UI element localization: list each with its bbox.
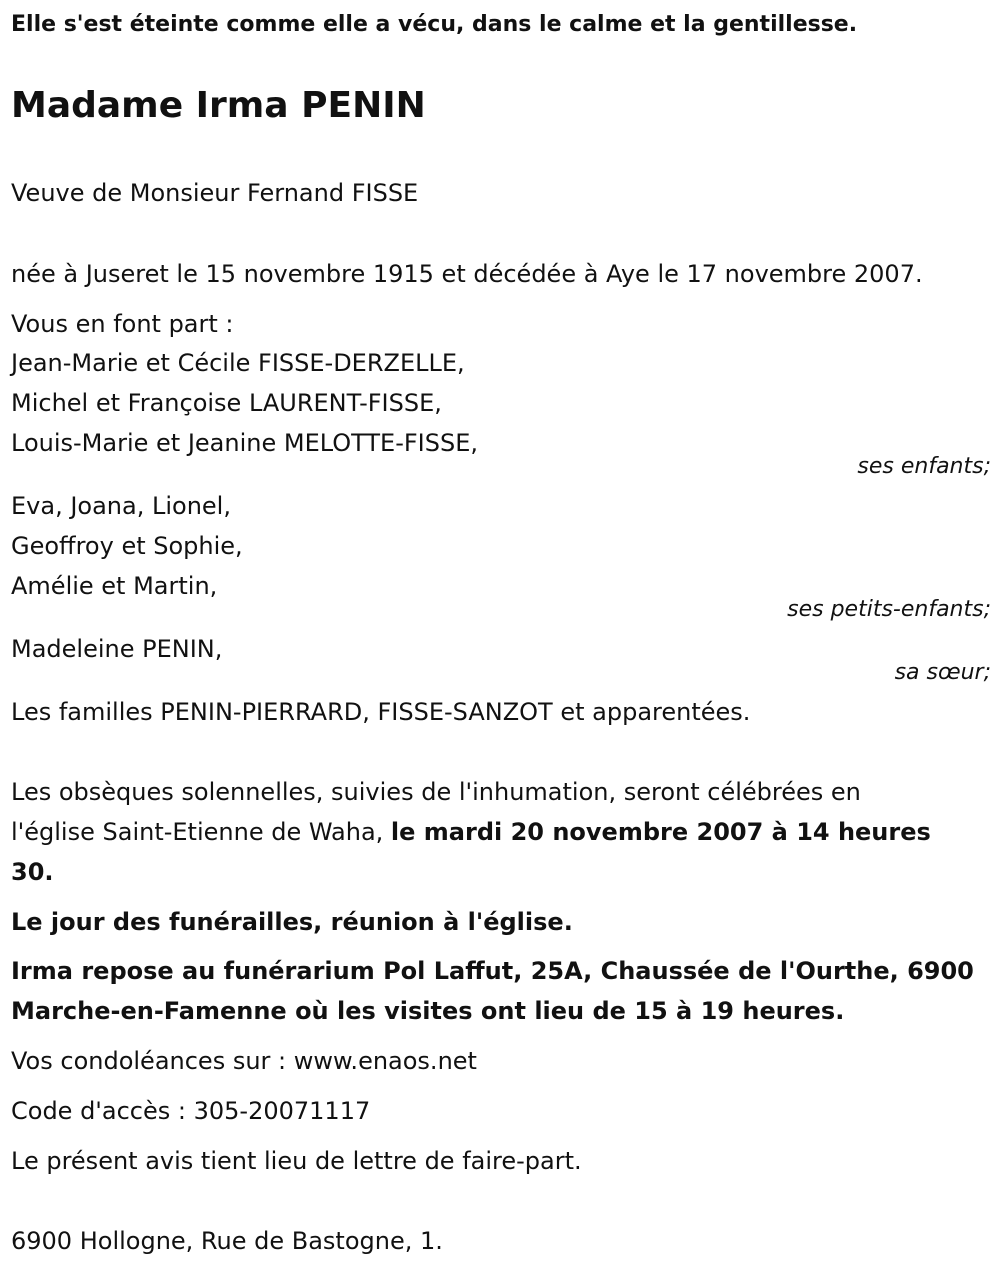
- grandchild-line: Amélie et Martin,: [11, 572, 218, 600]
- birth-death: née à Juseret le 15 novembre 1915 et décédée à Aye le 17 novembre 2007.: [11, 260, 923, 288]
- funeral-line-2: [11, 817, 931, 847]
- obituary-notice: [11, 0, 991, 1275]
- child-line: Louis-Marie et Jeanine MELOTTE-FISSE,: [11, 429, 479, 457]
- gathering-line: Le jour des funérailles, réunion à l'église.: [11, 908, 573, 936]
- access-code-line: Code d'accès : 305-20071117: [11, 1097, 371, 1125]
- child-line: Jean-Marie et Cécile FISSE-DERZELLE,: [11, 349, 465, 377]
- tagline: Elle s'est éteinte comme elle a vécu, dans le calme et la gentillesse.: [11, 12, 858, 37]
- funeral-date: le mardi 20 novembre 2007 à 14 heures: [390, 818, 931, 846]
- children-role: ses enfants;: [857, 454, 991, 479]
- funeral-line-1: Les obsèques solennelles, suivies de l'inhumation, seront célébrées en: [11, 778, 861, 806]
- rest-line-2: Marche-en-Famenne où les visites ont lieu de 15 à 19 heures.: [11, 997, 845, 1025]
- grandchildren-role: ses petits-enfants;: [787, 597, 991, 622]
- funeral-line-3: 30.: [11, 858, 54, 886]
- rest-line-1: Irma repose au funérarium Pol Laffut, 25A, Chaussée de l'Ourthe, 6900: [11, 957, 974, 985]
- address-line: 6900 Hollogne, Rue de Bastogne, 1.: [11, 1227, 443, 1255]
- families-line: Les familles PENIN-PIERRARD, FISSE-SANZOT et apparentées.: [11, 698, 751, 726]
- sister-role: sa sœur;: [894, 660, 991, 685]
- grandchild-line: Geoffroy et Sophie,: [11, 532, 243, 560]
- child-line: Michel et Françoise LAURENT-FISSE,: [11, 389, 442, 417]
- widow-of: Veuve de Monsieur Fernand FISSE: [11, 179, 419, 207]
- condolences-line: Vos condoléances sur : www.enaos.net: [11, 1047, 477, 1075]
- notice-statement: Le présent avis tient lieu de lettre de faire-part.: [11, 1147, 582, 1175]
- deceased-name: Madame Irma PENIN: [11, 85, 426, 126]
- grandchild-line: Eva, Joana, Lionel,: [11, 492, 231, 520]
- announce-intro: Vous en font part :: [11, 310, 234, 338]
- funeral-church: l'église Saint-Etienne de Waha,: [11, 818, 391, 846]
- sister-line: Madeleine PENIN,: [11, 635, 223, 663]
